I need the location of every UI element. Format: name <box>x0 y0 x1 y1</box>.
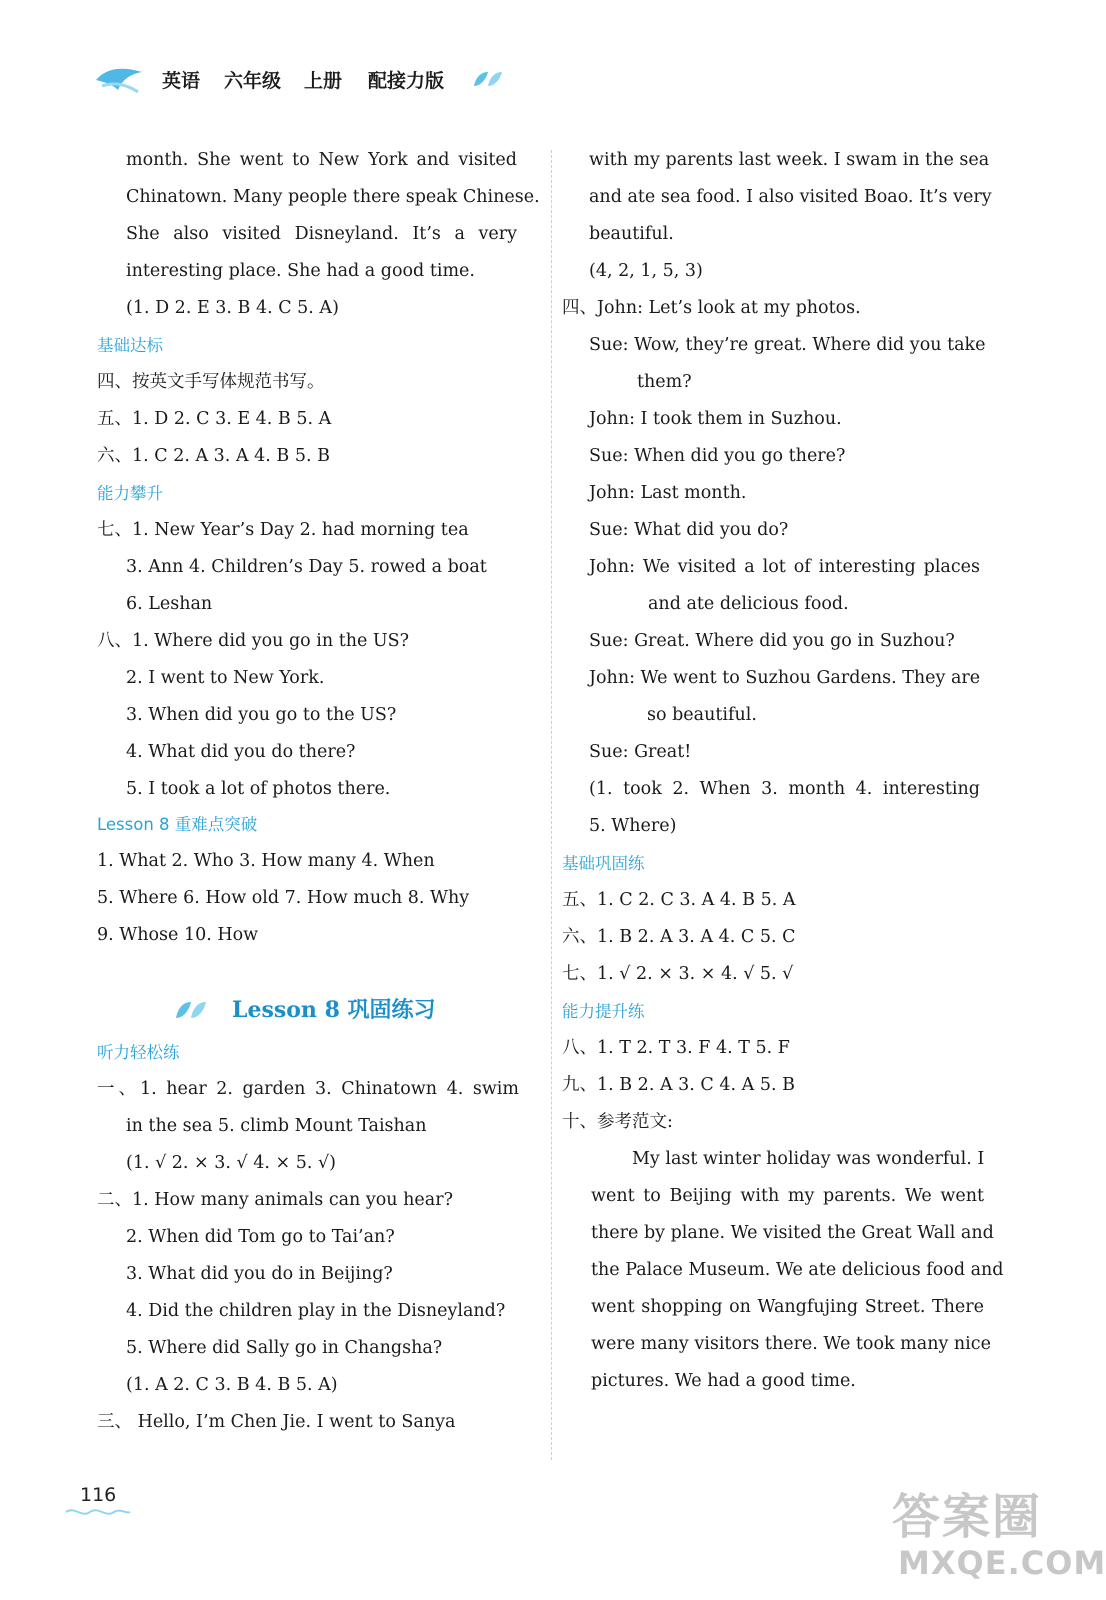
answer-line: 四、按英文手写体规范书写。 <box>97 372 325 392</box>
dialog-line: John: We went to Suzhou Gardens. They are <box>589 668 981 688</box>
answer-line: (1. A 2. C 3. B 4. B 5. A) <box>126 1375 338 1395</box>
section-heading: Lesson 8 重难点突破 <box>97 815 258 834</box>
answer-line: 六、1. B 2. A 3. A 4. C 5. C <box>562 927 796 947</box>
answer-line: 八、1. T 2. T 3. F 4. T 5. F <box>562 1038 790 1058</box>
dialog-line: Sue: Great! <box>589 742 692 762</box>
answer-line: 五、1. D 2. C 3. E 4. B 5. A <box>97 409 332 429</box>
essay-line: went to Beijing with my parents. We went <box>591 1186 984 1206</box>
answer-line: 五、1. C 2. C 3. A 4. B 5. A <box>562 890 796 910</box>
watermark <box>888 1478 1106 1596</box>
text-line: month. She went to New York and visited <box>126 150 517 170</box>
page-number <box>66 1482 130 1518</box>
essay-line: My last winter holiday was wonderful. I <box>632 1149 985 1169</box>
answer-line: 5. Where) <box>589 816 677 836</box>
answer-line: 1. What 2. Who 3. How many 4. When <box>97 851 435 871</box>
column-divider <box>551 150 552 1460</box>
header-edition: 配接力版 <box>368 70 445 92</box>
text-line: Chinatown. Many people there speak Chinese. <box>126 187 540 207</box>
dialog-line: 四、John: Let’s look at my photos. <box>562 298 861 318</box>
dialog-line: Sue: When did you go there? <box>589 446 846 466</box>
leaf-icon <box>472 68 504 90</box>
text-line: with my parents last week. I swam in the sea <box>589 150 990 170</box>
watermark-line1: 答案圈 <box>892 1489 1043 1545</box>
answer-line: in the sea 5. climb Mount Taishan <box>126 1116 427 1136</box>
section-heading: 基础巩固练 <box>562 854 645 873</box>
answer-line: 5. I took a lot of photos there. <box>126 779 391 799</box>
answer-line: 9. Whose 10. How <box>97 925 259 945</box>
dialog-line: John: We visited a lot of interesting places <box>589 557 980 577</box>
dialog-line: Sue: Great. Where did you go in Suzhou? <box>589 631 955 651</box>
answer-line: 八、1. Where did you go in the US? <box>97 631 410 651</box>
text-line: She also visited Disneyland. It’s a very <box>126 224 517 244</box>
answer-line: 3. Ann 4. Children’s Day 5. rowed a boat <box>126 557 487 577</box>
answer-line: 九、1. B 2. A 3. C 4. A 5. B <box>562 1075 795 1095</box>
section-heading: 能力攀升 <box>97 484 163 503</box>
page-number-text: 116 <box>80 1484 117 1506</box>
section-heading: 基础达标 <box>97 336 163 355</box>
dialog-line: Sue: What did you do? <box>589 520 789 540</box>
answer-line: 5. Where 6. How old 7. How much 8. Why <box>97 888 470 908</box>
text-line: beautiful. <box>589 224 674 244</box>
header-grade: 六年级 <box>224 70 282 92</box>
answer-line: 3. What did you do in Beijing? <box>126 1264 393 1284</box>
answer-line: 七、1. New Year’s Day 2. had morning tea <box>97 520 469 540</box>
watermark-line2: MXQE.COM <box>898 1544 1106 1582</box>
essay-line: the Palace Museum. We ate delicious food and <box>591 1260 1004 1280</box>
answer-line: (4, 2, 1, 5, 3) <box>589 261 703 281</box>
wave-decoration-icon <box>66 1506 130 1518</box>
dialog-line: Sue: Wow, they’re great. Where did you take <box>589 335 986 355</box>
answer-line: (1. √ 2. × 3. √ 4. × 5. √) <box>126 1153 336 1173</box>
text-line: interesting place. She had a good time. <box>126 261 475 281</box>
essay-line: there by plane. We visited the Great Wall and <box>591 1223 994 1243</box>
header-subject: 英语 <box>162 70 201 92</box>
dialog-line: them? <box>637 372 692 392</box>
lesson-title-text: Lesson 8 巩固练习 <box>232 997 436 1023</box>
answer-line: 6. Leshan <box>126 594 213 614</box>
essay-line: pictures. We had a good time. <box>591 1371 856 1391</box>
answer-line: 3. When did you go to the US? <box>126 705 397 725</box>
answer-line: 十、参考范文: <box>562 1112 673 1132</box>
dialog-line: John: I took them in Suzhou. <box>589 409 842 429</box>
dialog-line: so beautiful. <box>647 705 757 725</box>
bird-logo-icon <box>92 58 148 98</box>
essay-line: went shopping on Wangfujing Street. There <box>591 1297 984 1317</box>
answer-line: 2. I went to New York. <box>126 668 325 688</box>
answer-line: 4. What did you do there? <box>126 742 356 762</box>
answer-line: 六、1. C 2. A 3. A 4. B 5. B <box>97 446 330 466</box>
essay-line: were many visitors there. We took many nice <box>591 1334 991 1354</box>
answer-line: 三、 Hello, I’m Chen Jie. I went to Sanya <box>97 1412 456 1432</box>
dialog-line: John: Last month. <box>589 483 747 503</box>
answer-line: (1. took 2. When 3. month 4. interesting <box>589 779 980 799</box>
answer-line: 4. Did the children play in the Disneyland? <box>126 1301 506 1321</box>
answer-line: 2. When did Tom go to Tai’an? <box>126 1227 395 1247</box>
answer-line: 5. Where did Sally go in Changsha? <box>126 1338 443 1358</box>
leaf-icon <box>174 998 208 1022</box>
answer-line: 七、1. √ 2. × 3. × 4. √ 5. √ <box>562 964 794 984</box>
answer-line: (1. D 2. E 3. B 4. C 5. A) <box>126 298 339 318</box>
text-line: and ate sea food. I also visited Boao. It’s very <box>589 187 992 207</box>
section-heading: 能力提升练 <box>562 1002 645 1021</box>
section-heading: 听力轻松练 <box>97 1043 180 1062</box>
answer-line: 一、1. hear 2. garden 3. Chinatown 4. swim <box>97 1079 519 1099</box>
answer-line: 二、1. How many animals can you hear? <box>97 1190 453 1210</box>
header-volume: 上册 <box>304 70 343 92</box>
dialog-line: and ate delicious food. <box>648 594 849 614</box>
